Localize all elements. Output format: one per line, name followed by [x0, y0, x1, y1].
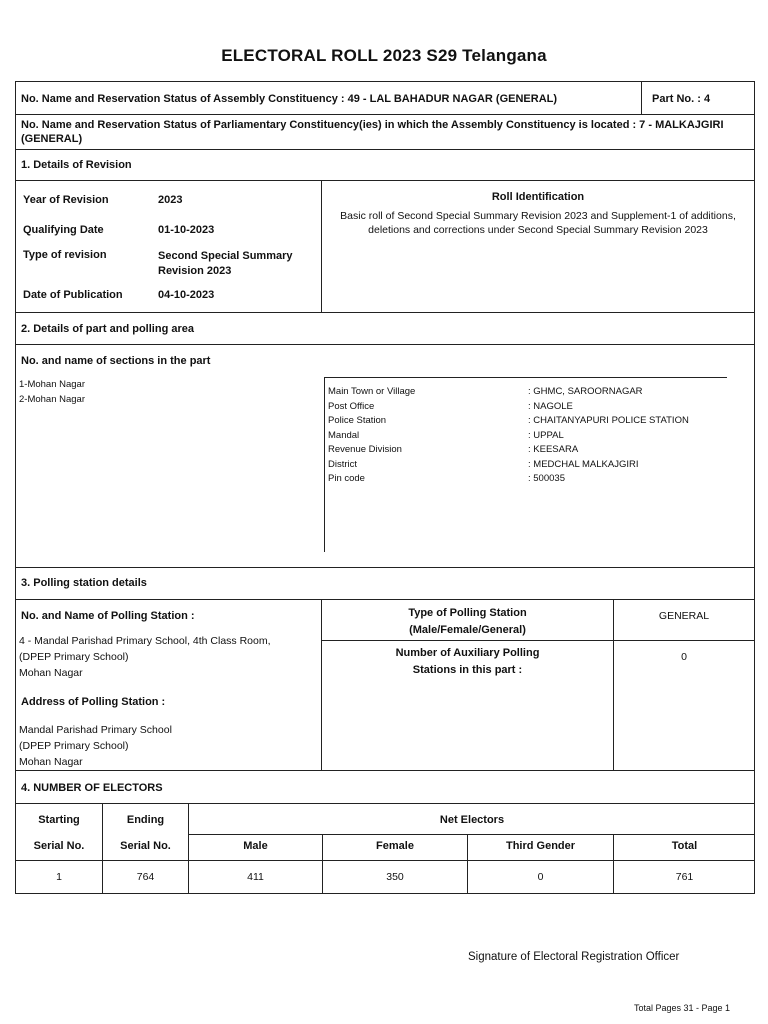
polling-type-value: GENERAL: [658, 610, 710, 622]
header-female: Female: [376, 840, 414, 852]
polling-station-name-label: No. and Name of Polling Station :: [21, 610, 195, 622]
revenue-division-label: Revenue Division: [328, 444, 402, 455]
year-of-revision-label: Year of Revision: [23, 194, 109, 206]
value-total: 761: [675, 871, 694, 883]
qualifying-date-value: 01-10-2023: [158, 224, 215, 236]
revenue-division-value: : KEESARA: [528, 444, 579, 455]
electors-heading: 4. NUMBER OF ELECTORS: [21, 782, 163, 794]
header-serial-start: Serial No.: [33, 840, 85, 852]
header-third-gender: Third Gender: [505, 840, 576, 852]
section-item: 2-Mohan Nagar: [19, 394, 86, 405]
polling-station-name: 4 - Mandal Parishad Primary School, 4th Class Room, (DPEP Primary School) Mohan Nagar: [19, 635, 271, 679]
value-third-gender: 0: [537, 871, 544, 883]
part-details-heading: 2. Details of part and polling area: [21, 323, 194, 335]
header-male: Male: [243, 840, 268, 852]
roll-identification-text: Basic roll of Second Special Summary Revision 2023 and Supplement-1 of additions, deletions and corrections under Second Special Summary Revision 2023: [340, 210, 736, 236]
type-of-revision-label: Type of revision: [23, 249, 107, 261]
qualifying-date-label: Qualifying Date: [23, 224, 104, 236]
part-number: Part No. : 4: [652, 93, 711, 105]
police-station-value: : CHAITANYAPURI POLICE STATION: [528, 415, 689, 426]
value-start-serial: 1: [56, 871, 62, 883]
post-office-value: : NAGOLE: [528, 400, 573, 412]
police-station-label: Police Station: [328, 415, 387, 426]
pin-code-label: Pin code: [328, 473, 365, 484]
parliamentary-constituency: No. Name and Reservation Status of Parliamentary Constituency(ies) in which the Assembly Constituency is located : 7 - MALKAJGIRI (GENERAL): [21, 119, 724, 145]
sections-heading: No. and name of sections in the part: [21, 355, 211, 367]
header-total: Total: [671, 840, 698, 852]
section-item: 1-Mohan Nagar: [19, 379, 86, 390]
document-title: ELECTORAL ROLL 2023 S29 Telangana: [221, 46, 547, 65]
post-office-label: Post Office: [328, 400, 375, 412]
pin-code-value: : 500035: [528, 473, 565, 484]
header-starting: Starting: [38, 814, 80, 826]
header-serial-end: Serial No.: [120, 840, 171, 852]
page-footer: Total Pages 31 - Page 1: [634, 1003, 731, 1013]
type-of-revision-value: Second Special Summary Revision 2023: [158, 250, 293, 277]
roll-identification-title: Roll Identification: [491, 191, 585, 203]
polling-station-address: Mandal Parishad Primary School (DPEP Primary School) Mohan Nagar: [19, 724, 172, 768]
header-ending: Ending: [126, 814, 165, 826]
header-net-electors: Net Electors: [439, 814, 505, 826]
date-of-publication-value: 04-10-2023: [158, 289, 215, 301]
polling-heading: 3. Polling station details: [21, 577, 147, 589]
main-town-label: Main Town or Village: [328, 386, 416, 397]
date-of-publication-label: Date of Publication: [23, 289, 123, 301]
auxiliary-stations-value: 0: [681, 651, 687, 663]
value-female: 350: [386, 871, 404, 883]
revision-heading: 1. Details of Revision: [21, 159, 132, 171]
mandal-value: : UPPAL: [528, 429, 564, 441]
auxiliary-stations-label: Number of Auxiliary Polling Stations in this part :: [395, 647, 540, 676]
district-value: : MEDCHAL MALKAJGIRI: [528, 458, 639, 470]
main-town-value: : GHMC, SAROORNAGAR: [528, 386, 643, 397]
value-end-serial: 764: [136, 871, 155, 883]
polling-station-address-label: Address of Polling Station :: [21, 696, 166, 708]
year-of-revision-value: 2023: [158, 194, 183, 206]
assembly-constituency: No. Name and Reservation Status of Assembly Constituency : 49 - LAL BAHADUR NAGAR (GENERAL): [21, 93, 558, 105]
value-male: 411: [247, 871, 264, 883]
signature-label: Signature of Electoral Registration Officer: [468, 951, 680, 963]
polling-type-label: Type of Polling Station (Male/Female/General): [408, 607, 527, 636]
district-label: District: [328, 458, 358, 470]
mandal-label: Mandal: [328, 429, 360, 441]
